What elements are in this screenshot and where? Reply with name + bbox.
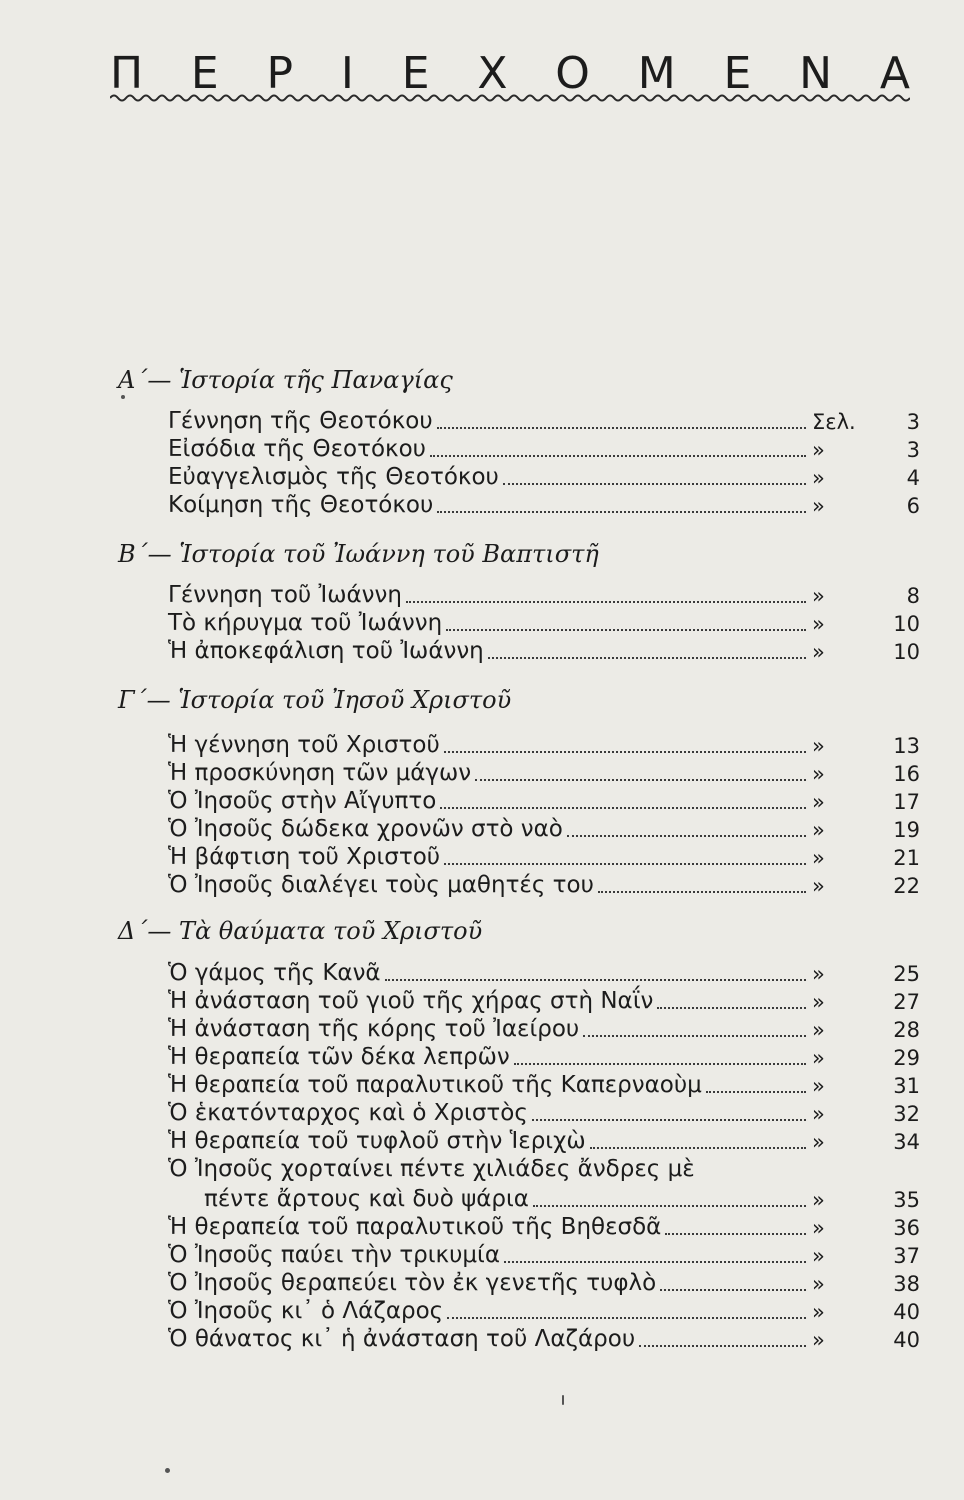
page-reference [812, 1244, 920, 1268]
page-reference [812, 1272, 920, 1296]
page-number: 36 [893, 1216, 920, 1240]
title-letter: Ρ [266, 48, 294, 99]
toc-entry [168, 1294, 920, 1324]
page-marker: » [812, 1244, 825, 1268]
toc-entry [168, 488, 920, 518]
page-reference [812, 466, 920, 490]
title-letter: Α [879, 48, 910, 99]
page-number: 8 [906, 584, 920, 608]
dot-leader [706, 1090, 806, 1093]
entry-title: Ἡ γέννηση τοῦ Χριστοῦ [168, 732, 440, 758]
dot-leader [447, 1316, 806, 1319]
toc-entry [168, 1012, 920, 1042]
entry-title: Ἡ θεραπεία τῶν δέκα λεπρῶν [168, 1044, 510, 1070]
entry-title: Ἡ προσκύνηση τῶν μάγων [168, 760, 472, 786]
page-reference [812, 438, 920, 462]
toc-entry-continuation [204, 1182, 920, 1212]
entry-title: Ὁ θάνατος κι᾿ ἡ ἀνάσταση τοῦ Λαζάρου [168, 1326, 636, 1352]
entry-title: Ἡ θεραπεία τοῦ παραλυτικοῦ τῆς Καπερναοὺμ [168, 1072, 702, 1098]
page-reference [812, 874, 920, 898]
page-number: 3 [906, 438, 920, 462]
toc-entry [168, 840, 920, 870]
title-letter: Ε [401, 48, 430, 99]
toc-entry [168, 1238, 920, 1268]
page-reference [812, 640, 920, 664]
toc-entry [168, 728, 920, 758]
page-marker: » [812, 1102, 825, 1126]
entry-title: Ὁ γάμος τῆς Κανᾶ [168, 960, 381, 986]
page-number: 31 [893, 1074, 920, 1098]
dot-leader [665, 1232, 806, 1235]
title-letter: Ο [555, 48, 590, 99]
page-number: 17 [893, 790, 920, 814]
page-marker: » [812, 818, 825, 842]
entry-title: Ὁ Ἰησοῦς χορταίνει πέντε χιλιάδες ἄνδρες μὲ [168, 1156, 695, 1182]
dot-leader [446, 628, 806, 631]
dot-leader [430, 454, 806, 457]
page-number: 3 [906, 410, 920, 434]
entry-title: Εἰσόδια τῆς Θεοτόκου [168, 436, 426, 462]
page-reference [812, 1328, 920, 1352]
page-marker: » [812, 990, 825, 1014]
page-reference [812, 1130, 920, 1154]
page-reference [812, 990, 920, 1014]
toc-entry [168, 1124, 920, 1154]
toc-entry [168, 460, 920, 490]
page-marker: » [812, 612, 825, 636]
entry-title: Ἡ ἀνάσταση τῆς κόρης τοῦ Ἰαείρου [168, 1016, 580, 1042]
toc-entry [168, 404, 920, 434]
section-heading: Β΄— Ἱστορία τοῦ Ἰωάννη τοῦ Βαπτιστῆ [118, 540, 599, 568]
page-reference [812, 734, 920, 758]
dot-leader [639, 1344, 806, 1347]
page-reference [812, 1102, 920, 1126]
page-marker: » [812, 1216, 825, 1240]
page-number: 28 [893, 1018, 920, 1042]
dot-leader [504, 1260, 806, 1263]
page-number: 34 [893, 1130, 920, 1154]
entry-title-continuation: πέντε ἄρτους καὶ δυὸ ψάρια [204, 1186, 529, 1212]
title-letter: Ε [723, 48, 752, 99]
page-marker: » [812, 962, 825, 986]
page-number: 38 [893, 1272, 920, 1296]
page-reference [812, 584, 920, 608]
page-number: 35 [893, 1188, 920, 1212]
dot-leader [598, 890, 806, 893]
page-number: 32 [893, 1102, 920, 1126]
page-marker: » [812, 762, 825, 786]
title-letter: Π [110, 48, 144, 99]
page-number: 27 [893, 990, 920, 1014]
title-letter: Μ [637, 48, 676, 99]
entry-title: Ὁ ἑκατόνταρχος καὶ ὁ Χριστὸς [168, 1100, 528, 1126]
toc-entry [168, 756, 920, 786]
page-reference [812, 1216, 920, 1240]
toc-entry [168, 432, 920, 462]
toc-entry [168, 1040, 920, 1070]
page-number: 37 [893, 1244, 920, 1268]
entry-title: Ἡ ἀποκεφάλιση τοῦ Ἰωάννη [168, 638, 484, 664]
dot-leader [514, 1062, 806, 1065]
paper-speck [121, 395, 125, 399]
title-letter: Ν [799, 48, 833, 99]
toc-entry [168, 868, 920, 898]
dot-leader [590, 1146, 806, 1149]
page-marker: » [812, 1328, 825, 1352]
toc-entry [168, 1322, 920, 1352]
page-reference [812, 818, 920, 842]
toc-entry [168, 606, 920, 636]
dot-leader [583, 1034, 806, 1037]
page-number: 10 [893, 612, 920, 636]
page-reference [812, 962, 920, 986]
page-marker: » [812, 1130, 825, 1154]
entry-title: Ὁ Ἰησοῦς στὴν Αἴγυπτο [168, 788, 437, 814]
title-letter: Χ [477, 48, 508, 99]
entry-title: Κοίμηση τῆς Θεοτόκου [168, 492, 434, 518]
page-marker: » [812, 438, 825, 462]
page-marker: » [812, 1188, 825, 1212]
entry-title: Ὁ Ἰησοῦς παύει τὴν τρικυμία [168, 1242, 500, 1268]
page-marker: » [812, 584, 825, 608]
page-number: 19 [893, 818, 920, 842]
page-marker: » [812, 1300, 825, 1324]
page-marker: Σελ. [812, 410, 856, 434]
page-reference [812, 846, 920, 870]
page-marker: » [812, 1018, 825, 1042]
entry-title: Ἡ θεραπεία τοῦ παραλυτικοῦ τῆς Βηθεσδᾶ [168, 1214, 662, 1240]
dot-leader [385, 978, 806, 981]
dot-leader [440, 806, 806, 809]
entry-title: Ὁ Ἰησοῦς διαλέγει τοὺς μαθητές του [168, 872, 594, 898]
page-number: 40 [893, 1328, 920, 1352]
entry-title: Ὁ Ἰησοῦς κι᾿ ὁ Λάζαρος [168, 1298, 444, 1324]
page-number: 21 [893, 846, 920, 870]
page-number: 13 [893, 734, 920, 758]
toc-entry [168, 1096, 920, 1126]
page-number: 6 [906, 494, 920, 518]
page-reference [812, 612, 920, 636]
title-wavy-underline [110, 92, 910, 104]
entry-title: Ὁ Ἰησοῦς θεραπεύει τὸν ἐκ γενετῆς τυφλὸ [168, 1270, 657, 1296]
title-letter: Ε [190, 48, 219, 99]
entry-title: Ἡ βάφτιση τοῦ Χριστοῦ [168, 844, 441, 870]
entry-title: Ἡ ἀνάσταση τοῦ γιοῦ τῆς χήρας στὴ Ναΐν [168, 988, 654, 1014]
toc-entry [168, 1210, 920, 1240]
dot-leader [567, 834, 806, 837]
page-marker: » [812, 734, 825, 758]
dot-leader [437, 426, 806, 429]
page-number: 10 [893, 640, 920, 664]
page-reference [812, 494, 920, 518]
page-number: 4 [906, 466, 920, 490]
toc-entry [168, 784, 920, 814]
page-number: 25 [893, 962, 920, 986]
title-letter: Ι [340, 48, 354, 99]
toc-entry [168, 956, 920, 986]
toc-entry [168, 634, 920, 664]
entry-title: Ἡ θεραπεία τοῦ τυφλοῦ στὴν Ἱεριχὼ [168, 1128, 586, 1154]
page-number: 22 [893, 874, 920, 898]
dot-leader [660, 1288, 806, 1291]
dot-leader [532, 1118, 806, 1121]
toc-entry [168, 1266, 920, 1296]
section-heading: Γ΄— Ἱστορία τοῦ Ἰησοῦ Χριστοῦ [118, 686, 512, 714]
page-reference [812, 790, 920, 814]
page-marker: » [812, 1074, 825, 1098]
toc-entry [168, 984, 920, 1014]
dot-leader [444, 862, 806, 865]
section-heading: Α΄— Ἱστορία τῆς Παναγίας [118, 366, 453, 394]
page-marker: » [812, 874, 825, 898]
paper-speck [562, 1395, 564, 1405]
dot-leader [488, 656, 806, 659]
dot-leader [475, 778, 806, 781]
page-marker: » [812, 640, 825, 664]
page-reference [812, 1018, 920, 1042]
section-heading: Δ΄— Τὰ θαύματα τοῦ Χριστοῦ [118, 917, 483, 945]
entry-title: Γέννηση τῆς Θεοτόκου [168, 408, 433, 434]
paper-speck [165, 1468, 170, 1473]
page-reference [812, 1300, 920, 1324]
page-marker: » [812, 466, 825, 490]
entry-title: Γέννηση τοῦ Ἰωάννη [168, 582, 402, 608]
page-reference [812, 762, 920, 786]
dot-leader [657, 1006, 806, 1009]
page-marker: » [812, 1046, 825, 1070]
toc-entry [168, 1152, 920, 1182]
entry-title: Τὸ κήρυγμα τοῦ Ἰωάννη [168, 610, 443, 636]
page-marker: » [812, 790, 825, 814]
page-marker: » [812, 846, 825, 870]
page-number: 40 [893, 1300, 920, 1324]
page-reference [812, 410, 920, 434]
page-marker: » [812, 494, 825, 518]
dot-leader [503, 482, 806, 485]
dot-leader [533, 1204, 806, 1207]
entry-title: Εὐαγγελισμὸς τῆς Θεοτόκου [168, 464, 499, 490]
page-reference [812, 1188, 920, 1212]
toc-entry [168, 812, 920, 842]
page-number: 29 [893, 1046, 920, 1070]
dot-leader [437, 510, 806, 513]
entry-title: Ὁ Ἰησοῦς δώδεκα χρονῶν στὸ ναὸ [168, 816, 563, 842]
dot-leader [406, 600, 806, 603]
page-reference [812, 1046, 920, 1070]
dot-leader [444, 750, 806, 753]
toc-entry [168, 578, 920, 608]
page-marker: » [812, 1272, 825, 1296]
toc-entry [168, 1068, 920, 1098]
page-number: 16 [893, 762, 920, 786]
page-reference [812, 1074, 920, 1098]
